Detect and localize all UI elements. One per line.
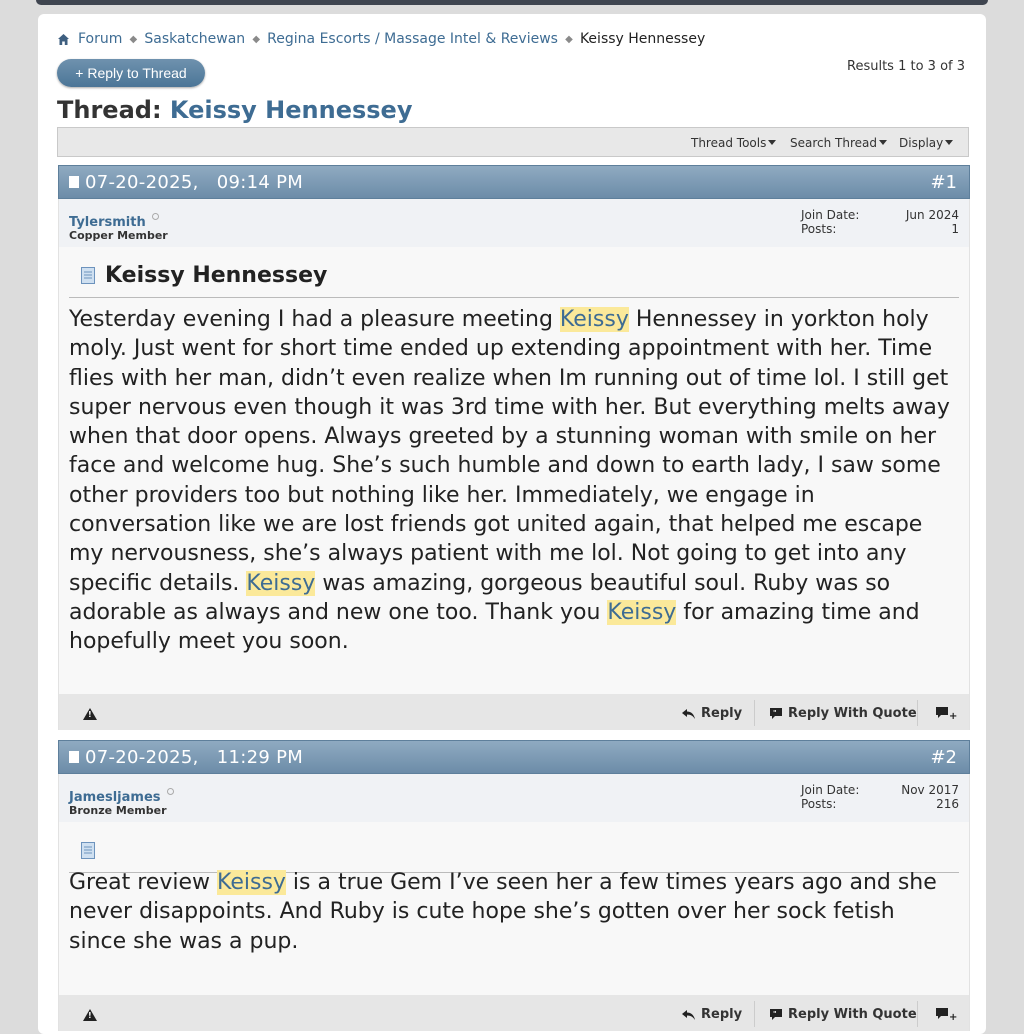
post-body: Yesterday evening I had a pleasure meeting Keissy Hennessey in yorkton holy moly. Just went for short time ended up extending appointment with her. Time flies with her man, didn’t even realize when Im running out of time lol. I still get super nervous even though it was 3rd time with her. But everything melts away when that door opens. Always greeted by a stunning woman with smile on her face and welcome hug. She’s such humble and down to earth lady, I saw some other providers too but nothing like her. Immediately, we engage in conversation like we are lost friends got united again, that helped me escape my nervousness, she’s always patient with me lol. Not going to get into any specific details. Keissy was amazing, gorgeous beautiful soul. Ruby was so adorable as always and new one too. Thank you Keissy for amazing time and hopefully meet you soon. xyxy=(69,307,950,655)
reply-with-quote-label: Reply With Quote xyxy=(788,706,917,721)
breadcrumb-separator-icon: ◆ xyxy=(252,33,261,45)
join-date-label: Join Date: xyxy=(801,783,860,797)
thread-tools-menu[interactable] xyxy=(691,136,776,150)
divider xyxy=(917,1001,918,1027)
post-header xyxy=(58,740,970,774)
user-meta xyxy=(801,208,959,236)
page-container xyxy=(38,14,986,1034)
join-date-value: Jun 2024 xyxy=(905,208,959,222)
post-header xyxy=(58,165,970,199)
username-link[interactable]: Jamesljames xyxy=(69,788,174,805)
caret-down-icon xyxy=(768,140,776,145)
thread-toolbar xyxy=(57,127,969,157)
quote-bubble-icon xyxy=(769,707,783,720)
reply-button[interactable] xyxy=(681,706,742,721)
reply-arrow-icon xyxy=(681,708,696,720)
offline-status-icon xyxy=(167,788,174,795)
caret-down-icon xyxy=(945,140,953,145)
report-warning-icon[interactable] xyxy=(83,708,97,720)
reply-button[interactable] xyxy=(681,1007,742,1022)
reply-label: Reply xyxy=(701,1007,743,1022)
search-highlight: Keissy xyxy=(217,870,286,895)
posts-count: 216 xyxy=(936,797,959,811)
breadcrumb-forum[interactable]: Forum xyxy=(78,31,123,47)
post-body: Great review Keissy is a true Gem I’ve seen her a few times years ago and she never disappoints. And Ruby is cute hope she’s gotten over her sock fetish since she was a pup. xyxy=(69,870,937,954)
post-1 xyxy=(58,165,970,730)
multi-quote-icon xyxy=(935,1007,957,1021)
caret-down-icon xyxy=(879,140,887,145)
breadcrumb-current: Keissy Hennessey xyxy=(579,31,706,47)
reply-with-quote-button[interactable] xyxy=(769,706,917,721)
join-date-label: Join Date: xyxy=(801,208,860,222)
quote-bubble-icon xyxy=(769,1008,783,1021)
posts-count: 1 xyxy=(951,222,959,236)
user-info xyxy=(58,199,970,247)
user-meta xyxy=(801,783,959,811)
post-title: Keissy Hennessey xyxy=(105,263,328,288)
search-thread-menu[interactable] xyxy=(790,136,887,150)
thread-name[interactable]: Keissy Hennessey xyxy=(169,96,413,124)
post-number-link[interactable]: #1 xyxy=(930,172,957,193)
svg-text:+: + xyxy=(949,1012,957,1021)
post-content xyxy=(58,247,970,694)
divider xyxy=(754,700,755,726)
join-date-value: Nov 2017 xyxy=(901,783,959,797)
reply-with-quote-label: Reply With Quote xyxy=(788,1007,917,1022)
reply-arrow-icon xyxy=(681,1009,696,1021)
post-doc-icon xyxy=(69,176,79,188)
top-bar xyxy=(36,0,988,5)
page-title xyxy=(57,96,412,124)
breadcrumb xyxy=(57,29,705,49)
search-highlight: Keissy xyxy=(607,599,677,625)
divider xyxy=(754,1001,755,1027)
page-icon xyxy=(81,267,95,284)
home-icon[interactable] xyxy=(57,33,70,46)
svg-text:+: + xyxy=(949,711,957,720)
svg-text:": " xyxy=(773,1010,777,1018)
reply-to-thread-button[interactable]: + Reply to Thread xyxy=(57,59,205,87)
post-number-link[interactable]: #2 xyxy=(930,747,957,768)
multi-quote-button[interactable] xyxy=(935,1007,962,1021)
posts-label: Posts: xyxy=(801,222,837,236)
breadcrumb-separator-icon: ◆ xyxy=(129,33,138,45)
posts-label: Posts: xyxy=(801,797,837,811)
post-doc-icon xyxy=(69,751,79,763)
user-info xyxy=(58,774,970,822)
breadcrumb-regina[interactable]: Regina Escorts / Massage Intel & Reviews xyxy=(267,31,558,47)
post-title-bar xyxy=(69,261,959,298)
divider xyxy=(917,700,918,726)
reply-with-quote-button[interactable] xyxy=(769,1007,917,1022)
multi-quote-button[interactable] xyxy=(935,706,962,720)
thread-prefix: Thread: xyxy=(57,96,162,124)
user-rank: Copper Member xyxy=(69,229,168,242)
breadcrumb-separator-icon: ◆ xyxy=(565,33,573,45)
post-footer xyxy=(58,995,970,1031)
breadcrumb-saskatchewan[interactable]: Saskatchewan xyxy=(144,31,246,47)
offline-status-icon xyxy=(152,213,159,220)
svg-text:": " xyxy=(773,709,777,717)
display-menu[interactable] xyxy=(899,136,953,150)
post-date: 07-20-2025, 11:29 PM xyxy=(85,747,304,768)
post-2 xyxy=(58,740,970,1031)
post-date: 07-20-2025, 09:14 PM xyxy=(85,172,304,193)
thread-tools-label: Thread Tools xyxy=(691,136,767,150)
reply-label: Reply xyxy=(701,706,743,721)
post-content xyxy=(58,822,970,995)
report-warning-icon[interactable] xyxy=(83,1009,97,1021)
username-link[interactable]: Tylersmith xyxy=(69,213,159,230)
results-count: Results 1 to 3 of 3 xyxy=(847,59,965,74)
multi-quote-icon xyxy=(935,706,957,720)
search-highlight: Keissy xyxy=(559,307,629,332)
display-label: Display xyxy=(899,136,944,150)
user-rank: Bronze Member xyxy=(69,804,167,817)
post-footer xyxy=(58,694,970,730)
search-highlight: Keissy xyxy=(246,570,316,596)
page-icon xyxy=(81,842,95,859)
search-thread-label: Search Thread xyxy=(790,136,877,150)
